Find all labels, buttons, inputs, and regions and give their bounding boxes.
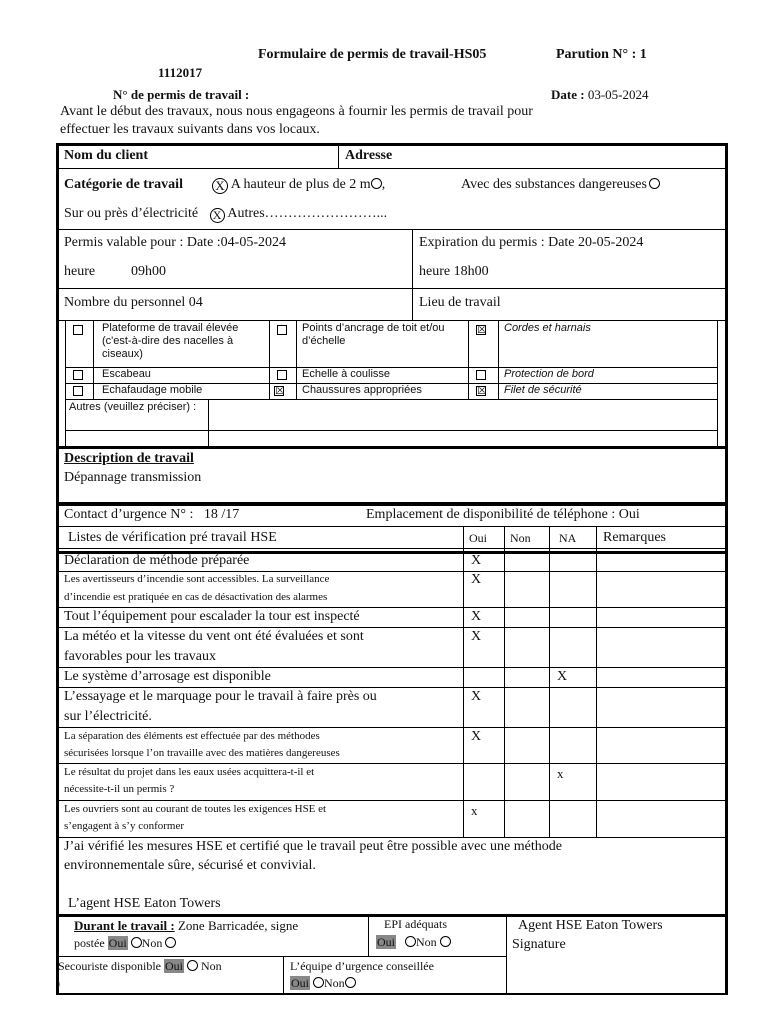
sliding-ladder-checkbox[interactable]: [277, 370, 287, 380]
description-value: Dépannage transmission: [64, 470, 202, 485]
valid-hour-label: heure: [64, 264, 96, 279]
checklist-item-9-line1: Les ouvriers sont au courant de toutes les exigences HSE et: [64, 803, 327, 815]
checklist-item-3: Tout l’équipement pour escalader la tour est inspecté: [64, 609, 360, 624]
checklist-item-1: Déclaration de méthode préparée: [64, 553, 250, 568]
ladder-checkbox[interactable]: [73, 370, 83, 380]
expiry-date: Expiration du permis : Date 20-05-2024: [419, 235, 644, 250]
checklist-item-8-line2: nécessite-t-il un permis ?: [64, 783, 175, 795]
epi-oui[interactable]: Oui: [377, 935, 395, 949]
checklist-item-6-line2: sur l’électricité.: [64, 709, 152, 724]
checklist-item-7-oui[interactable]: X: [471, 729, 482, 744]
first-aid: Secouriste disponible Oui Non: [58, 959, 222, 973]
radio-height[interactable]: [371, 178, 382, 189]
checklist-item-6-oui[interactable]: X: [471, 689, 482, 704]
category-row: Catégorie de travail X A hauteur de plus de 2 m ,: [64, 177, 386, 193]
checklist-item-2-line2: d’incendie est pratiquée en cas de désactivation des alarmes: [64, 591, 328, 603]
intro-line-2: effectuer les travaux suivants dans vos locaux.: [60, 122, 320, 137]
declaration-line-2: environnementale sûre, sécurisé et convivial.: [64, 858, 316, 873]
scaffold-checkbox[interactable]: [73, 386, 83, 396]
col-remarks: Remarques: [603, 530, 666, 545]
checklist-item-1-oui[interactable]: X: [471, 553, 482, 568]
valid-date: Permis valable pour : Date :04-05-2024: [64, 235, 287, 250]
epi-label: EPI adéquats: [384, 917, 447, 931]
checklist-item-7-line1: La séparation des éléments est effectuée par des méthodes: [64, 730, 320, 742]
phone-availability: Emplacement de disponibilité de téléphone : Oui: [366, 507, 640, 522]
barricade-non-radio[interactable]: [165, 937, 176, 948]
col-na: NA: [559, 531, 577, 545]
anchor-checkbox[interactable]: [277, 325, 287, 335]
form-title: Formulaire de permis de travail-HS05: [258, 47, 487, 62]
during-work: Durant le travail : Zone Barricadée, signe: [74, 918, 299, 933]
personnel-count: Nombre du personnel 04: [64, 295, 203, 310]
edge-protection-label: Protection de bord: [504, 368, 594, 380]
electricity-row: Sur ou près d’électricité X Autres……………………...: [64, 206, 388, 222]
first-aid-paren: ): [56, 976, 60, 990]
ladder-label: Escabeau: [102, 368, 151, 380]
checklist-item-5-na[interactable]: X: [557, 669, 568, 684]
barricade-oui[interactable]: Oui: [108, 936, 127, 950]
agent-hse: Agent HSE Eaton Towers: [518, 918, 663, 933]
emergency-team-label: L’équipe d’urgence conseillée: [290, 959, 434, 973]
date-field: Date : 03-05-2024: [551, 87, 649, 102]
sliding-ladder-label: Echelle à coulisse: [302, 368, 391, 380]
checklist-item-8-line1: Le résultat du projet dans les eaux usées acquittera-t-il et: [64, 766, 315, 778]
signature-label: Signature: [512, 937, 566, 952]
description-label: Description de travail: [64, 451, 194, 466]
checklist-item-4-oui[interactable]: X: [471, 629, 482, 644]
declaration-agent: L’agent HSE Eaton Towers: [68, 896, 221, 911]
scaffold-label: Echafaudage mobile: [102, 384, 203, 396]
checklist-item-6-line1: L’essayage et le marquage pour le travail à faire près ou: [64, 689, 377, 704]
epi-radio[interactable]: [405, 936, 416, 947]
expiry-hour: heure 18h00: [419, 264, 489, 279]
address-label: Adresse: [345, 148, 393, 163]
shoes-label: Chaussures appropriées: [302, 384, 422, 396]
epi-non-radio[interactable]: [440, 936, 451, 947]
parution: Parution N° : 1: [556, 47, 647, 62]
valid-hour-value: 09h00: [131, 264, 166, 279]
barricade-radio[interactable]: [131, 937, 142, 948]
emergency-team-radio[interactable]: [313, 977, 324, 988]
category-mark-icon[interactable]: X: [212, 178, 228, 194]
emergency-team-oui[interactable]: Oui: [291, 976, 309, 990]
epi-options: Oui Non: [376, 935, 451, 950]
col-non: Non: [510, 531, 531, 545]
form-code: 1112017: [158, 65, 203, 80]
anchor-label: Points d’ancrage de toit et/ou d’échelle: [302, 322, 445, 347]
checklist-item-9-oui[interactable]: x: [471, 803, 478, 818]
ropes-label: Cordes et harnais: [504, 322, 591, 334]
edge-protection-checkbox[interactable]: [476, 370, 486, 380]
checklist-item-3-oui[interactable]: X: [471, 609, 482, 624]
permit-number-label: N° de permis de travail :: [113, 87, 250, 102]
intro-line-1: Avant le début des travaux, nous nous engageons à fournir les permis de travail pour: [60, 104, 533, 119]
barricade-options: postée Oui Non: [74, 936, 176, 951]
checklist-item-7-line2: sécurisées lorsque l’on travaille avec des matières dangereuses: [64, 747, 340, 759]
platform-label: Plateforme de travail élevée (c'est-à-dire des nacelles à ciseaux): [102, 322, 239, 360]
checklist-item-9-line2: s’engagent à s’y conformer: [64, 820, 185, 832]
safety-net-checkbox[interactable]: ☒: [477, 384, 487, 397]
electricity-mark-icon[interactable]: X: [210, 208, 225, 223]
platform-checkbox[interactable]: [73, 325, 83, 335]
substances-option: Avec des substances dangereuses: [461, 177, 660, 193]
checklist-title: Listes de vérification pré travail HSE: [68, 530, 277, 545]
client-name-label: Nom du client: [64, 148, 148, 163]
checklist-item-8-na[interactable]: x: [557, 766, 564, 781]
ropes-checkbox[interactable]: ☒: [477, 323, 487, 336]
checklist-item-4-line2: favorables pour les travaux: [64, 649, 216, 664]
col-oui: Oui: [469, 531, 487, 545]
radio-substances[interactable]: [649, 178, 660, 189]
emergency-team-options: Oui Non: [290, 976, 356, 991]
checklist-item-4-line1: La météo et la vitesse du vent ont été évaluées et sont: [64, 629, 364, 644]
checklist-item-2-oui[interactable]: X: [471, 572, 482, 587]
checklist-item-5: Le système d’arrosage est disponible: [64, 669, 271, 684]
workplace-label: Lieu de travail: [419, 295, 501, 310]
declaration-line-1: J’ai vérifié les mesures HSE et certifié que le travail peut être possible avec une méthode: [64, 839, 562, 854]
emergency-team-non-radio[interactable]: [345, 977, 356, 988]
first-aid-oui[interactable]: Oui: [164, 959, 183, 973]
emergency-contact: Contact d’urgence N° : 18 /17: [64, 507, 240, 522]
shoes-checkbox[interactable]: ☒: [275, 384, 285, 397]
other-equipment-label: Autres (veuillez préciser) :: [69, 401, 197, 413]
safety-net-label: Filet de sécurité: [504, 384, 582, 396]
first-aid-radio[interactable]: [187, 960, 198, 971]
checklist-item-2-line1: Les avertisseurs d’incendie sont accessibles. La surveillance: [64, 573, 330, 585]
